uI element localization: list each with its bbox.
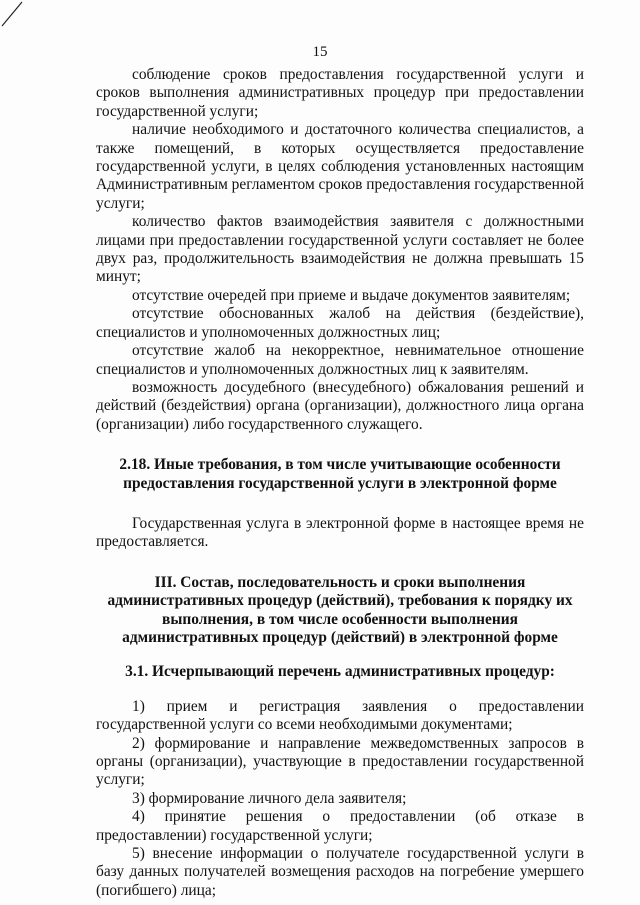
procedure-list-item: 2) формирование и направление межведомственных запросов в органы (организации), участвующие в предоставлении государственной услуги; — [96, 734, 584, 789]
criteria-paragraph: отсутствие жалоб на некорректное, невнимательное отношение специалистов и уполномоченных должностных лиц к заявителям. — [96, 342, 584, 378]
criteria-paragraph: наличие необходимого и достаточного количества специалистов, а также помещений, в которых осуществляется предоставление государственной услуги, в целях соблюдения установленных настоящим Административным регламентом сроков предоставления государственной услуги; — [96, 121, 584, 212]
page-number: 15 — [312, 44, 328, 60]
criteria-paragraph: количество фактов взаимодействия заявителя с должностными лицами при предоставлении государственной услуги составляет не более двух раз, продолжительность взаимодействия не должна превышать 15 минут; — [96, 213, 584, 286]
procedure-list-item: 1) прием и регистрация заявления о предоставлении государственной услуги со всеми необходимыми документами; — [96, 697, 584, 734]
section-heading-3-1: 3.1. Исчерпывающий перечень административных процедур: — [125, 663, 555, 681]
criteria-paragraph: отсутствие очередей при приеме и выдаче документов заявителям; — [132, 286, 571, 304]
document-body — [96, 66, 584, 900]
procedure-list-item: 4) принятие решения о предоставлении (об отказе в предоставлении) государственной услуги; — [96, 808, 584, 844]
criteria-paragraphs — [96, 66, 584, 434]
section-heading-iii: III. Состав, последовательность и сроки выполнения административных процедур (действий), требования к порядку их выполнения, в том числе особенности выполнения административных процедур (действий) в электронной форме — [107, 573, 573, 646]
paragraph-2-18: Государственная услуга в электронной форме в настоящее время не предоставляется. — [96, 514, 584, 551]
criteria-paragraph: соблюдение сроков предоставления государственной услуги и сроков выполнения административных процедур при предоставлении государственной услуги; — [96, 66, 584, 120]
procedure-list — [96, 698, 584, 900]
criteria-paragraph: отсутствие обоснованных жалоб на действия (бездействие), специалистов и уполномоченных должностных лиц; — [96, 305, 584, 341]
section-heading-2-18: 2.18. Иные требования, в том числе учитывающие особенности предоставления государственной услуги в электронной форме — [119, 456, 561, 492]
corner-stroke-mark — [0, 0, 40, 28]
procedure-list-item: 5) внесение информации о получателе государственной услуги в базу данных получателей возмещения расходов на погребение умершего (погибшего) лица; — [96, 845, 584, 899]
criteria-paragraph: возможность досудебного (внесудебного) обжалования решений и действий (бездействия) органа (организации), должностного лица органа (организации) либо государственного служащего. — [96, 378, 584, 433]
procedure-list-item: 3) формирование личного дела заявителя; — [132, 789, 407, 807]
